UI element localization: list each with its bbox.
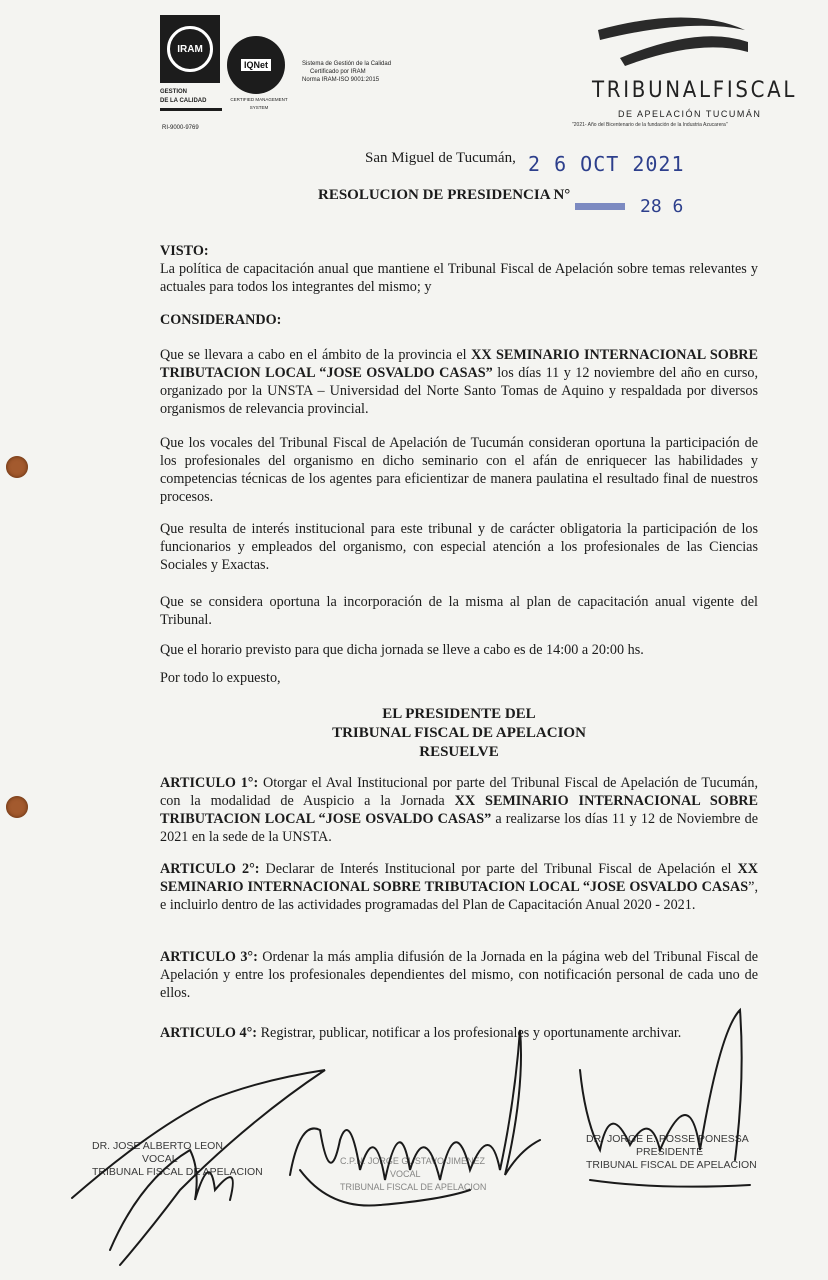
considerando-paragraph-3: Que resulta de interés institucional para este tribunal y de carácter obligatoria la participación de los funcionarios y empleados del organismo, con especial atención a los profesionales de las Ciencias Sociales y Exactas.	[160, 521, 758, 573]
article-4: ARTICULO 4°: Registrar, publicar, notificar a los profesionales y oportunamente archivar.	[160, 1025, 682, 1041]
quality-line-1: Sistema de Gestión de la Calidad	[302, 61, 392, 67]
resolve-heading-2: TRIBUNAL FISCAL DE APELACION	[332, 725, 586, 741]
signature-stamp-center: C.P.N. JORGE GUSTAVO JIMENEZ VOCAL TRIBUNAL FISCAL DE APELACION	[340, 1156, 487, 1192]
article-3: ARTICULO 3°: Ordenar la más amplia difusión de la Jornada en la página web del Tribunal Fiscal de Apelación y entre los profesionales dependientes del mismo, con notificación personal de cada uno de ellos.	[160, 949, 758, 1001]
visto-heading: VISTO:	[160, 243, 209, 259]
date-stamp: 2 6 OCT 2021	[528, 152, 685, 176]
quality-line-2: Certificado por IRAM	[310, 69, 366, 75]
signature-stamp-right: DR. JORGE E. POSSE PONESSA PRESIDENTE TRIBUNAL FISCAL DE APELACION	[586, 1133, 757, 1171]
certified-text: CERTIFIED MANAGEMENT SYSTEM	[230, 97, 288, 110]
resolution-label: RESOLUCION DE PRESIDENCIA N°	[318, 187, 571, 203]
resolve-heading-1: EL PRESIDENTE DEL	[382, 706, 536, 722]
visto-text: La política de capacitación anual que mantiene el Tribunal Fiscal de Apelación sobre temas relevantes y actuales para todos los integrantes del mismo; y	[160, 261, 758, 295]
article-2: ARTICULO 2°: Declarar de Interés Institucional por parte del Tribunal Fiscal de Apelación el XX SEMINARIO INTERNACIONAL SOBRE TRIBUTACION LOCAL “JOSE OSVALDO CASAS”, e incluirlo dentro de las actividades programadas del Plan de Capacitación Anual 2020 - 2021.	[160, 861, 758, 913]
considerando-paragraph-2: Que los vocales del Tribunal Fiscal de Apelación de Tucumán consideran oportuna la participación de los profesionales del organismo en dicho seminario con el afán de enriquecer las habilidades y competencias técnicas de los agentes para eficientizar de manera paulatina el resultado final de nuestros procesos.	[160, 435, 758, 505]
gestion-label: GESTION	[160, 89, 188, 95]
org-subtitle: DE APELACIÓN TUCUMÁN	[618, 109, 762, 119]
considerando-paragraph-6: Por todo lo expuesto,	[160, 670, 281, 686]
considerando-paragraph-1: Que se llevara a cabo en el ámbito de la provincia el XX SEMINARIO INTERNACIONAL SOBRE TRIBUTACION LOCAL “JOSE OSVALDO CASAS” los días 11 y 12 noviembre del año en curso, organizado por la UNSTA – Universidad del Norte Santo Tomas de Aquino y respaldada por diversos organismos de relevancia provincial.	[160, 347, 758, 417]
org-note: "2021- Año del Bicentenario de la fundación de la Industria Azucarera"	[572, 122, 728, 128]
resolve-heading-3: RESUELVE	[419, 744, 499, 760]
iqnet-logo: IQNet	[227, 36, 285, 94]
article-1: ARTICULO 1°: Otorgar el Aval Institucional por parte del Tribunal Fiscal de Apelación de Tucumán, con la modalidad de Auspicio a la Jornada XX SEMINARIO INTERNACIONAL SOBRE TRIBUTACION LOCAL “JOSE OSVALDO CASAS” a realizarse los días 11 y 12 de Noviembre de 2021 en la sede de la UNSTA.	[160, 775, 758, 845]
quality-line-3: Norma IRAM-ISO 9001:2015	[302, 77, 380, 83]
registro-number: RI-9000-9769	[162, 125, 199, 131]
calidad-label: DE LA CALIDAD	[160, 98, 207, 104]
org-name: TRIBUNALFISCAL	[592, 78, 798, 103]
considerando-paragraph-4: Que se considera oportuna la incorporación de la misma al plan de capacitación anual vigente del Tribunal.	[160, 594, 758, 628]
date-label: San Miguel de Tucumán,	[365, 150, 516, 166]
considerando-paragraph-5: Que el horario previsto para que dicha jornada se lleve a cabo es de 14:00 a 20:00 hs.	[160, 642, 644, 658]
signature-stamp-left: DR. JOSE ALBERTO LEON VOCAL TRIBUNAL FISCAL DE APELACION	[92, 1140, 263, 1178]
resolution-number: 28 6	[640, 196, 684, 217]
iram-logo: IRAM	[160, 15, 220, 83]
considerando-heading: CONSIDERANDO:	[160, 312, 282, 328]
